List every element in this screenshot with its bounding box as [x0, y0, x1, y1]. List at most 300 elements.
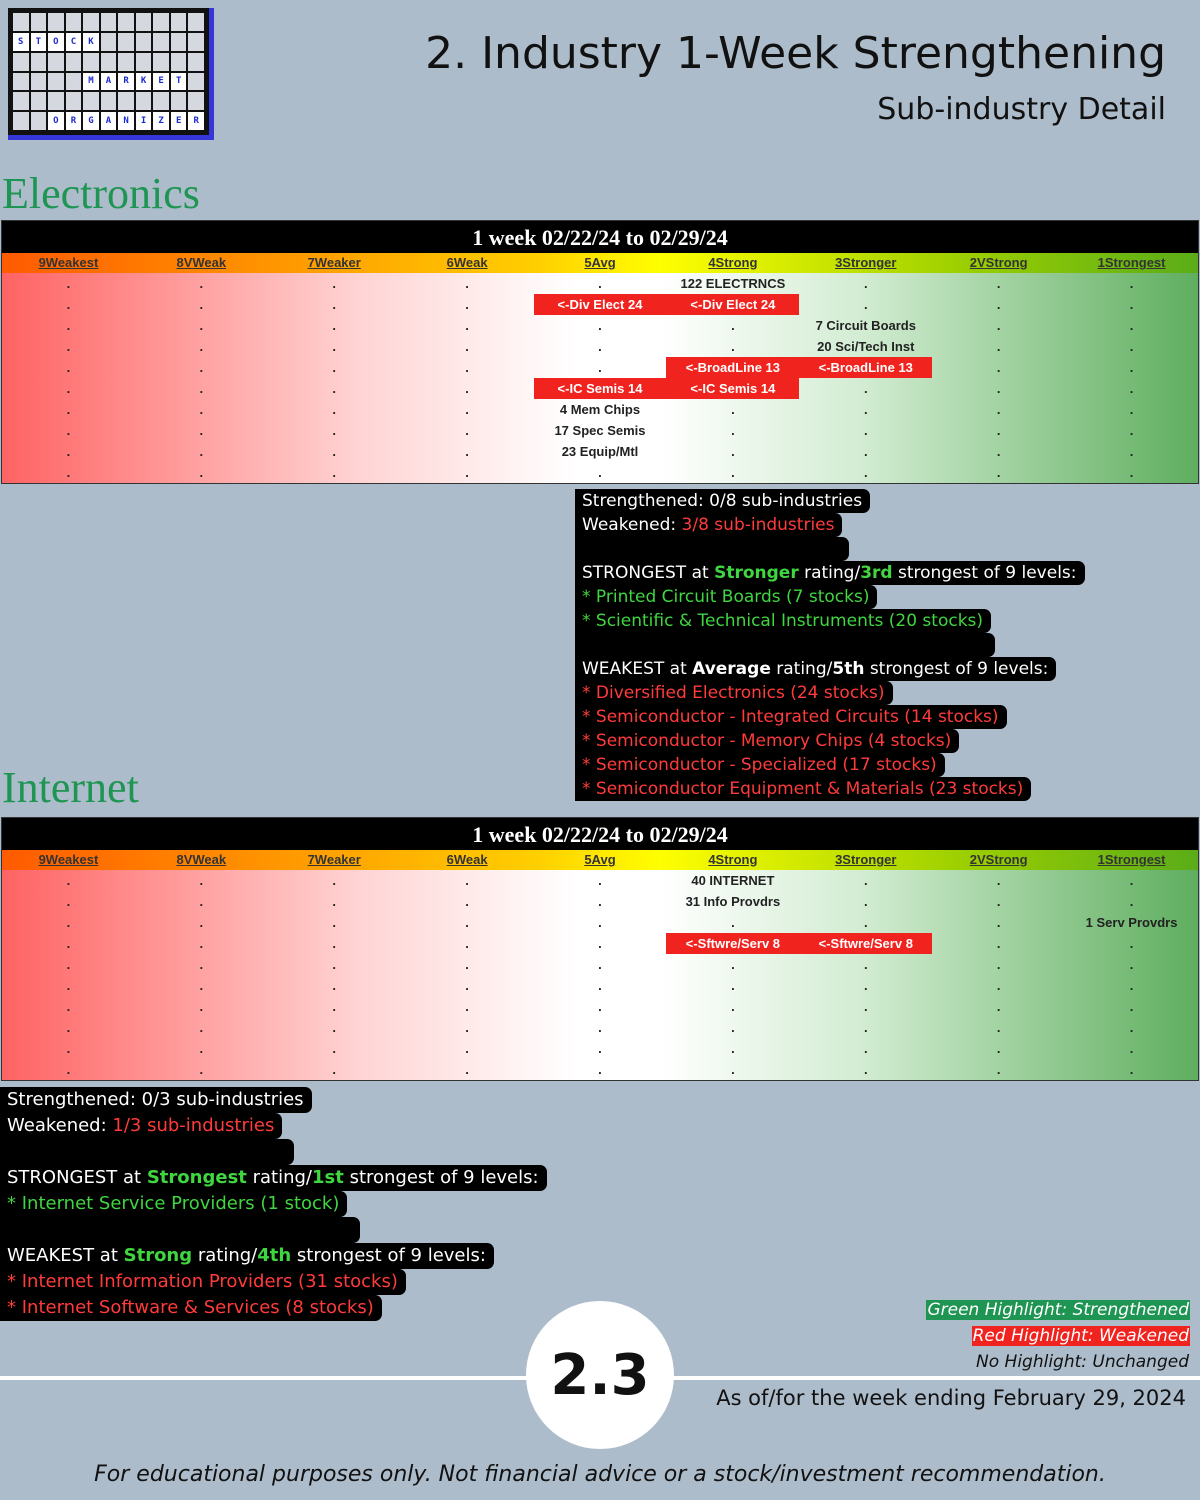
grid-cell: . [996, 915, 1001, 930]
grid-cell: . [332, 1041, 337, 1056]
level-label: 3Stronger [835, 852, 897, 867]
strongest-item: * Printed Circuit Boards (7 stocks) [575, 585, 877, 609]
grid-cell: . [598, 894, 602, 909]
logo-cell [188, 33, 204, 51]
grid-row [2, 420, 1198, 441]
grid-cell: . [731, 999, 735, 1014]
strongest-item: * Internet Service Providers (1 stock) [0, 1191, 347, 1217]
legend-red: Red Highlight: Weakened [972, 1326, 1189, 1346]
grid-cell: . [598, 1020, 602, 1035]
logo-cell [66, 92, 82, 110]
grid-cell: . [863, 402, 868, 417]
level-label: 1Strongest [1097, 852, 1166, 867]
logo-cell [13, 13, 29, 31]
grid-cell: . [863, 873, 868, 888]
grid-cell: . [199, 936, 204, 951]
grid-row [2, 1017, 1198, 1038]
level-label: 1Strongest [1097, 255, 1166, 270]
grid-cell: . [1129, 444, 1134, 459]
logo-cell: S [13, 33, 29, 51]
grid-cell: . [199, 423, 204, 438]
grid-cell: 20 Sci/Tech Inst [817, 339, 915, 354]
grid-cell: . [199, 276, 204, 291]
grid-cell: . [332, 381, 337, 396]
logo-cell: R [188, 112, 204, 130]
grid-cell: . [598, 339, 602, 354]
logo-cell: T [31, 33, 47, 51]
grid-row [2, 870, 1198, 891]
weakened-cell: <-BroadLine 13 [666, 357, 799, 378]
grid-cell: . [1129, 1062, 1134, 1077]
weakest-item: * Internet Information Providers (31 stocks) [0, 1269, 406, 1295]
grid-cell: . [1129, 423, 1134, 438]
logo-cell: O [48, 112, 64, 130]
grid-cell: . [1129, 465, 1134, 480]
logo-cell: K [136, 73, 152, 91]
grid-cell: . [1129, 339, 1134, 354]
grid-cell: . [465, 444, 469, 459]
grid-cell: . [465, 999, 469, 1014]
grid-cell: . [1129, 957, 1134, 972]
grid-cell: . [1129, 276, 1134, 291]
logo-cell [66, 13, 82, 31]
grid-cell: . [996, 936, 1001, 951]
grid-cell: . [199, 381, 204, 396]
grid-cell: . [199, 360, 204, 375]
grid-cell: . [598, 936, 602, 951]
grid-cell: 1 Serv Provdrs [1085, 915, 1178, 930]
logo-cell [31, 112, 47, 130]
grid-row [2, 891, 1198, 912]
grid-cell: . [863, 1020, 868, 1035]
grid-cell: . [863, 276, 868, 291]
grid-cell: . [996, 360, 1001, 375]
logo-cell [31, 92, 47, 110]
logo-cell [171, 53, 187, 71]
grid-cell: . [598, 978, 602, 993]
grid-cell: . [996, 444, 1001, 459]
grid-cell: . [731, 1062, 735, 1077]
level-label: 9Weakest [38, 852, 99, 867]
grid-cell: . [66, 465, 71, 480]
logo-cell: M [83, 73, 99, 91]
grid-row [2, 954, 1198, 975]
weakest-heading: WEAKEST at Strong rating/4th strongest of 9 levels: [0, 1243, 494, 1269]
level-label: 8VWeak [176, 852, 227, 867]
weakened-count: Weakened: 1/3 sub-industries [0, 1113, 282, 1139]
logo-cell [118, 92, 134, 110]
grid-cell: . [66, 339, 71, 354]
grid-cell: . [598, 465, 602, 480]
grid-cell: . [66, 1062, 71, 1077]
highlight-legend [926, 1297, 1190, 1375]
weakened-cell: <-Div Elect 24 [666, 294, 799, 315]
grid-cell: . [863, 423, 868, 438]
section-title-internet: Internet [2, 763, 139, 812]
weakest-heading: WEAKEST at Average rating/5th strongest of 9 levels: [575, 657, 1056, 681]
grid-cell: . [863, 915, 868, 930]
grid-cell: . [863, 1062, 868, 1077]
grid-row [2, 336, 1198, 357]
logo-cell [153, 33, 169, 51]
grid-cell: . [731, 465, 735, 480]
logo-cell [171, 33, 187, 51]
grid-cell: . [332, 276, 337, 291]
logo-cell [171, 13, 187, 31]
grid-cell: . [598, 276, 602, 291]
logo-cell [153, 13, 169, 31]
grid-cell: . [1129, 894, 1134, 909]
logo-cell [83, 92, 99, 110]
spacer [575, 537, 849, 561]
stock-market-organizer-logo [8, 8, 214, 140]
grid-row [2, 996, 1198, 1017]
grid-cell: . [465, 1020, 469, 1035]
grid-cell: . [66, 423, 71, 438]
logo-cell: A [101, 112, 117, 130]
grid-cell: . [465, 318, 469, 333]
logo-cell: C [66, 33, 82, 51]
grid-cell: . [465, 1062, 469, 1077]
weakest-item: * Internet Software & Services (8 stocks) [0, 1295, 382, 1321]
grid-cell: . [1129, 999, 1134, 1014]
grid-cell: . [731, 1041, 735, 1056]
grid-cell: . [465, 297, 469, 312]
logo-cell: E [171, 112, 187, 130]
grid-cell: . [332, 465, 337, 480]
grid-cell: . [465, 339, 469, 354]
level-label: 4Strong [708, 852, 758, 867]
grid-cell: . [66, 360, 71, 375]
logo-cell [48, 53, 64, 71]
grid-cell: . [66, 957, 71, 972]
grid-cell: . [598, 360, 602, 375]
grid-cell: . [996, 1041, 1001, 1056]
grid-cell: . [465, 915, 469, 930]
grid-cell: . [598, 318, 602, 333]
strongest-heading: STRONGEST at Strongest rating/1st strongest of 9 levels: [0, 1165, 547, 1191]
logo-cell [31, 53, 47, 71]
as-of-date: As of/for the week ending February 29, 2024 [716, 1386, 1186, 1410]
logo-cell [153, 53, 169, 71]
grid-cell: . [863, 444, 868, 459]
weakest-item: * Semiconductor Equipment & Materials (23 stocks) [575, 777, 1031, 801]
legend-green: Green Highlight: Strengthened [927, 1300, 1189, 1320]
logo-cell [118, 53, 134, 71]
grid-cell: . [465, 423, 469, 438]
grid-cell: . [1129, 402, 1134, 417]
grid-cell: . [1129, 360, 1134, 375]
grid-row [2, 357, 1198, 378]
grid-cell: . [66, 999, 71, 1014]
logo-cell: K [83, 33, 99, 51]
logo-cell [171, 92, 187, 110]
grid-cell: . [863, 894, 868, 909]
grid-cell: . [332, 894, 337, 909]
grid-cell: 4 Mem Chips [559, 402, 641, 417]
logo-cell: N [118, 112, 134, 130]
grid-cell: . [465, 381, 469, 396]
spacer [0, 1139, 294, 1165]
grid-cell: . [731, 402, 735, 417]
grid-cell: . [332, 978, 337, 993]
logo-cell [13, 112, 29, 130]
grid-row [2, 1038, 1198, 1059]
grid-cell: . [66, 894, 71, 909]
grid-cell: . [199, 873, 204, 888]
grid-row [2, 378, 1198, 399]
grid-row [2, 399, 1198, 420]
grid-period-header: 1 week 02/22/24 to 02/29/24 [2, 221, 1198, 253]
grid-cell: . [465, 1041, 469, 1056]
weakened-count: Weakened: 3/8 sub-industries [575, 513, 842, 537]
page-subtitle: Sub-industry Detail [877, 92, 1166, 127]
grid-cell: . [332, 318, 337, 333]
internet-summary [0, 1087, 547, 1321]
level-header-row [2, 850, 1198, 870]
grid-cell: . [731, 339, 735, 354]
logo-cell [118, 33, 134, 51]
level-label: 7Weaker [307, 255, 361, 270]
grid-cell: . [66, 381, 71, 396]
logo-cell [48, 13, 64, 31]
grid-cell: . [332, 1020, 337, 1035]
grid-cell: . [199, 465, 204, 480]
weakened-cell: <-IC Semis 14 [534, 378, 667, 399]
level-label: 5Avg [584, 852, 616, 867]
grid-cell: . [465, 360, 469, 375]
grid-cell: . [863, 957, 868, 972]
grid-cell: . [598, 999, 602, 1014]
internet-rating-grid [1, 817, 1199, 1081]
grid-cell: . [332, 423, 337, 438]
grid-cell: . [996, 318, 1001, 333]
grid-cell: . [465, 465, 469, 480]
grid-cell: . [996, 873, 1001, 888]
page-number-badge: 2.3 [526, 1301, 674, 1449]
grid-cell: . [863, 381, 868, 396]
grid-cell: . [332, 873, 337, 888]
logo-cell [13, 53, 29, 71]
logo-cell [101, 13, 117, 31]
logo-cell [83, 13, 99, 31]
logo-cell: A [101, 73, 117, 91]
grid-cell: . [996, 297, 1001, 312]
grid-cell: . [199, 318, 204, 333]
weakest-item: * Semiconductor - Memory Chips (4 stocks) [575, 729, 959, 753]
grid-row [2, 1059, 1198, 1080]
spacer [575, 633, 995, 657]
logo-cell: I [136, 112, 152, 130]
grid-cell: . [996, 276, 1001, 291]
grid-cell: 17 Spec Semis [554, 423, 646, 438]
grid-cell: . [199, 297, 204, 312]
grid-cell: . [863, 297, 868, 312]
level-label: 8VWeak [176, 255, 227, 270]
grid-period-header: 1 week 02/22/24 to 02/29/24 [2, 818, 1198, 850]
logo-cell: G [83, 112, 99, 130]
grid-row [2, 462, 1198, 483]
grid-cell: . [1129, 1041, 1134, 1056]
electronics-rating-grid [1, 220, 1199, 484]
disclaimer: For educational purposes only. Not financial advice or a stock/investment recommendation. [94, 1462, 1106, 1487]
grid-cell: . [199, 402, 204, 417]
logo-cell [48, 92, 64, 110]
grid-cell: . [996, 957, 1001, 972]
grid-cell: . [66, 318, 71, 333]
grid-row [2, 912, 1198, 933]
strongest-heading: STRONGEST at Stronger rating/3rd strongest of 9 levels: [575, 561, 1085, 585]
grid-cell: . [996, 465, 1001, 480]
level-label: 4Strong [708, 255, 758, 270]
logo-cell [31, 13, 47, 31]
logo-cell [153, 92, 169, 110]
grid-row [2, 933, 1198, 954]
grid-cell: . [863, 978, 868, 993]
electronics-summary [575, 489, 1085, 801]
grid-cell: . [996, 339, 1001, 354]
logo-cell [13, 73, 29, 91]
grid-cell: . [996, 894, 1001, 909]
grid-cell: . [731, 444, 735, 459]
grid-cell: . [731, 978, 735, 993]
grid-cell: . [996, 1062, 1001, 1077]
grid-row [2, 273, 1198, 294]
grid-cell: . [199, 1041, 204, 1056]
grid-cell: . [66, 1041, 71, 1056]
section-title-electronics: Electronics [2, 169, 200, 218]
grid-cell: . [332, 936, 337, 951]
grid-cell: . [1129, 936, 1134, 951]
strongest-item: * Scientific & Technical Instruments (20 stocks) [575, 609, 991, 633]
grid-cell: . [1129, 1020, 1134, 1035]
grid-cell: . [1129, 318, 1134, 333]
grid-body [2, 870, 1198, 1080]
grid-cell: . [731, 957, 735, 972]
grid-cell: . [731, 423, 735, 438]
level-label: 3Stronger [835, 255, 897, 270]
grid-cell: . [199, 1020, 204, 1035]
grid-cell: . [199, 894, 204, 909]
grid-cell: . [199, 978, 204, 993]
level-header-row [2, 253, 1198, 273]
weakened-cell: <-BroadLine 13 [799, 357, 932, 378]
grid-cell: . [465, 276, 469, 291]
strengthened-count: Strengthened: 0/8 sub-industries [575, 489, 870, 513]
grid-cell: . [1129, 978, 1134, 993]
grid-cell: . [66, 936, 71, 951]
grid-cell: . [1129, 381, 1134, 396]
grid-cell: . [332, 1062, 337, 1077]
weakest-item: * Semiconductor - Specialized (17 stocks) [575, 753, 945, 777]
grid-cell: . [332, 402, 337, 417]
logo-cell [66, 73, 82, 91]
logo-cell [136, 53, 152, 71]
logo-cell: O [48, 33, 64, 51]
page-title: 2. Industry 1-Week Strengthening [425, 28, 1166, 79]
grid-cell: . [199, 444, 204, 459]
grid-body [2, 273, 1198, 483]
logo-cell [101, 33, 117, 51]
grid-cell: . [199, 1062, 204, 1077]
logo-cell [136, 92, 152, 110]
grid-cell: . [731, 1020, 735, 1035]
grid-cell: . [199, 957, 204, 972]
logo-cell [83, 53, 99, 71]
grid-cell: . [199, 999, 204, 1014]
logo-cell [101, 53, 117, 71]
logo-cell [118, 13, 134, 31]
grid-cell: . [465, 894, 469, 909]
strengthened-count: Strengthened: 0/3 sub-industries [0, 1087, 312, 1113]
grid-cell: . [332, 957, 337, 972]
grid-cell: . [332, 915, 337, 930]
grid-cell: . [465, 873, 469, 888]
grid-cell: . [996, 423, 1001, 438]
logo-cell [188, 73, 204, 91]
level-label: 6Weak [446, 852, 488, 867]
grid-cell: 40 INTERNET [691, 873, 775, 888]
logo-cell [101, 92, 117, 110]
grid-cell: . [66, 444, 71, 459]
grid-cell: . [66, 873, 71, 888]
grid-cell: . [332, 444, 337, 459]
grid-cell: . [465, 402, 469, 417]
logo-cell [188, 53, 204, 71]
grid-cell: . [598, 873, 602, 888]
level-label: 2VStrong [969, 852, 1028, 867]
logo-cell: Z [153, 112, 169, 130]
grid-cell: . [465, 936, 469, 951]
grid-cell: . [465, 957, 469, 972]
grid-cell: . [332, 339, 337, 354]
grid-row [2, 294, 1198, 315]
grid-cell: . [731, 915, 735, 930]
grid-cell: . [598, 915, 602, 930]
logo-cell [13, 92, 29, 110]
logo-cell [48, 73, 64, 91]
grid-cell: . [66, 978, 71, 993]
level-label: 5Avg [584, 255, 616, 270]
grid-row [2, 315, 1198, 336]
level-label: 7Weaker [307, 852, 361, 867]
grid-row [2, 441, 1198, 462]
grid-cell: . [996, 999, 1001, 1014]
weakened-cell: <-Sftwre/Serv 8 [799, 933, 932, 954]
grid-cell: . [996, 1020, 1001, 1035]
weakened-cell: <-Sftwre/Serv 8 [666, 933, 799, 954]
grid-cell: . [66, 402, 71, 417]
grid-cell: 122 ELECTRNCS [680, 276, 786, 291]
grid-cell: 23 Equip/Mtl [561, 444, 639, 459]
grid-cell: . [66, 1020, 71, 1035]
logo-cell [136, 33, 152, 51]
grid-cell: . [465, 978, 469, 993]
logo-cell: R [66, 112, 82, 130]
grid-cell: . [1129, 873, 1134, 888]
grid-cell: . [66, 297, 71, 312]
grid-cell: . [731, 318, 735, 333]
weakened-cell: <-Div Elect 24 [534, 294, 667, 315]
grid-cell: . [66, 915, 71, 930]
weakest-item: * Semiconductor - Integrated Circuits (14 stocks) [575, 705, 1007, 729]
grid-cell: . [66, 276, 71, 291]
grid-cell: . [598, 957, 602, 972]
logo-cell: T [171, 73, 187, 91]
logo-cell [66, 53, 82, 71]
level-label: 6Weak [446, 255, 488, 270]
grid-cell: . [863, 1041, 868, 1056]
